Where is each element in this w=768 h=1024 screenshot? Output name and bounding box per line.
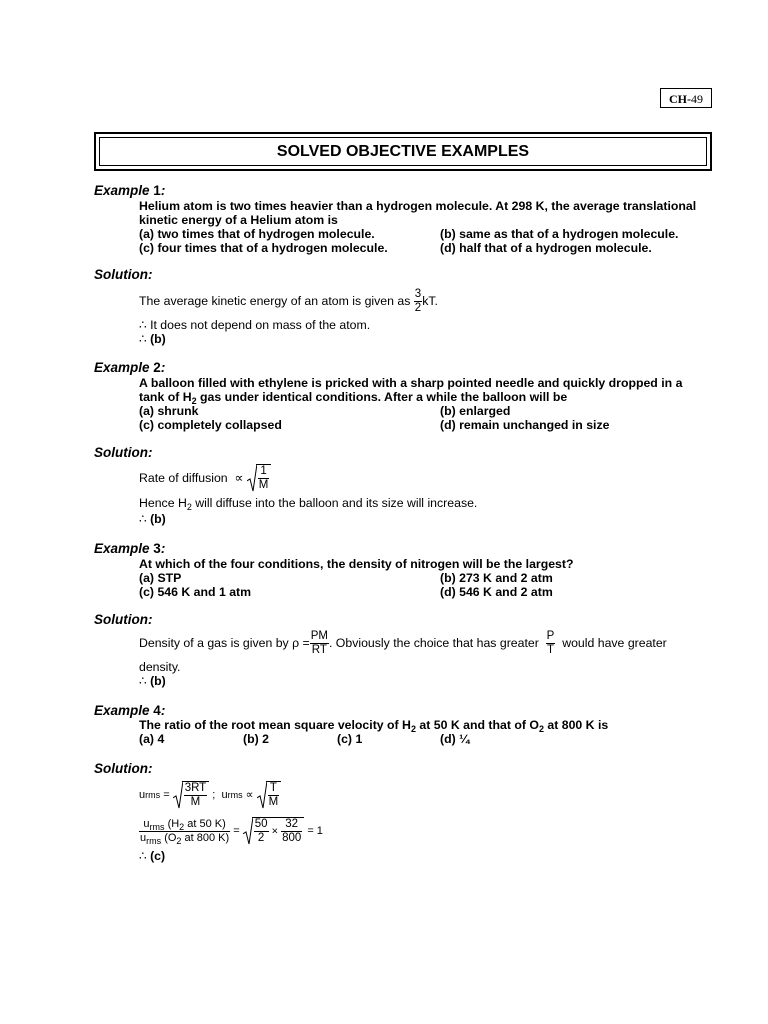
page-code: CH-49 <box>660 88 712 108</box>
example-heading: Example 4: <box>94 703 166 718</box>
solution-heading: Solution: <box>94 761 153 776</box>
example-heading: Example 2: <box>94 360 166 375</box>
example-heading: Example 1: <box>94 183 166 198</box>
example-question: At which of the four conditions, the density of nitrogen will be the largest? (a) STP (b) 273 K and 2 atm (c) 546 K and 1 atm (d) 546 K and 2 atm <box>139 557 574 599</box>
example-question: Helium atom is two times heavier than a hydrogen molecule. At 298 K, the average translational kinetic energy of a Helium atom is (a) two times that of hydrogen molecule. (b) same as that of a hydrogen molecule. (c) four times that of a hydrogen molecule. (d) half that of a hydrogen molecule. <box>139 199 697 255</box>
answer: (b) <box>150 512 166 526</box>
fraction: $\frac{PM}{RT}$ <box>310 629 328 656</box>
therefore-symbol: ∴ <box>139 849 147 863</box>
solution-body: Rate of diffusion ∝ $\frac{1}{M}$ Hence $H_2$ will diffuse into the balloon and its size will increase. ∴ (b) <box>139 465 478 526</box>
therefore-symbol: ∴ <box>139 318 147 332</box>
answer: (c) <box>150 849 166 863</box>
solution-heading: Solution: <box>94 445 153 460</box>
title-box <box>94 132 712 171</box>
page-title: SOLVED OBJECTIVE EXAMPLES <box>99 137 707 166</box>
solution-body: Density of a gas is given by ρ = $\frac{PM}{RT}$ . Obviously the choice that has greater $\frac{P}{T}$ would have greater density. ∴ (b) <box>139 629 667 688</box>
sqrt: $\frac{50}{2}$ × $\frac{32}{800}$ <box>243 817 305 845</box>
solution-body: u rms = $\frac{3RT}{M}$ ; u rms ∝ $\frac{T}{M}$ $\frac{u_{rms} (H_2 at 50 K)}{u_{rms} (O_2 at 800 K)}$ = $\frac{50}{2}$ × $\frac{32}{800}$ = 1 ∴ (c) <box>139 782 323 863</box>
therefore-symbol: ∴ <box>139 512 147 526</box>
fraction: $\frac{u_{rms} (H_2 at 50 K)}{u_{rms} (O_2 at 800 K)}$ <box>140 817 230 846</box>
answer: (b) <box>150 332 166 346</box>
example-question: The ratio of the root mean square velocity of $H_2$ at 50 K and that of $O_2$ at 800 K is (a) 4 (b) 2 (c) 1 (d) ¼ <box>139 718 609 746</box>
fraction: $\frac{P}{T}$ <box>546 629 555 656</box>
solution-body: The average kinetic energy of an atom is given as $\frac{3}{2}$ kT. ∴ It does not depend on mass of the atom. ∴ (b) <box>139 287 438 346</box>
therefore-symbol: ∴ <box>139 332 147 346</box>
answer: (b) <box>150 674 166 688</box>
sqrt: $\frac{3RT}{M}$ <box>173 781 210 809</box>
example-question: A balloon filled with ethylene is pricked with a sharp pointed needle and quickly dropped in a tank of $H_2$ gas under identical conditions. After a while the balloon will be (a) shrunk (b) enlarged (c) completely collapsed (d) remain unchanged in size <box>139 376 683 432</box>
example-heading: Example 3: <box>94 541 166 556</box>
solution-heading: Solution: <box>94 612 153 627</box>
sqrt: $\frac{T}{M}$ <box>257 781 282 809</box>
sqrt: $\frac{1}{M}$ <box>247 464 272 492</box>
fraction: $\frac{3}{2}$ <box>414 287 422 314</box>
therefore-symbol: ∴ <box>139 674 147 688</box>
solution-heading: Solution: <box>94 267 153 282</box>
